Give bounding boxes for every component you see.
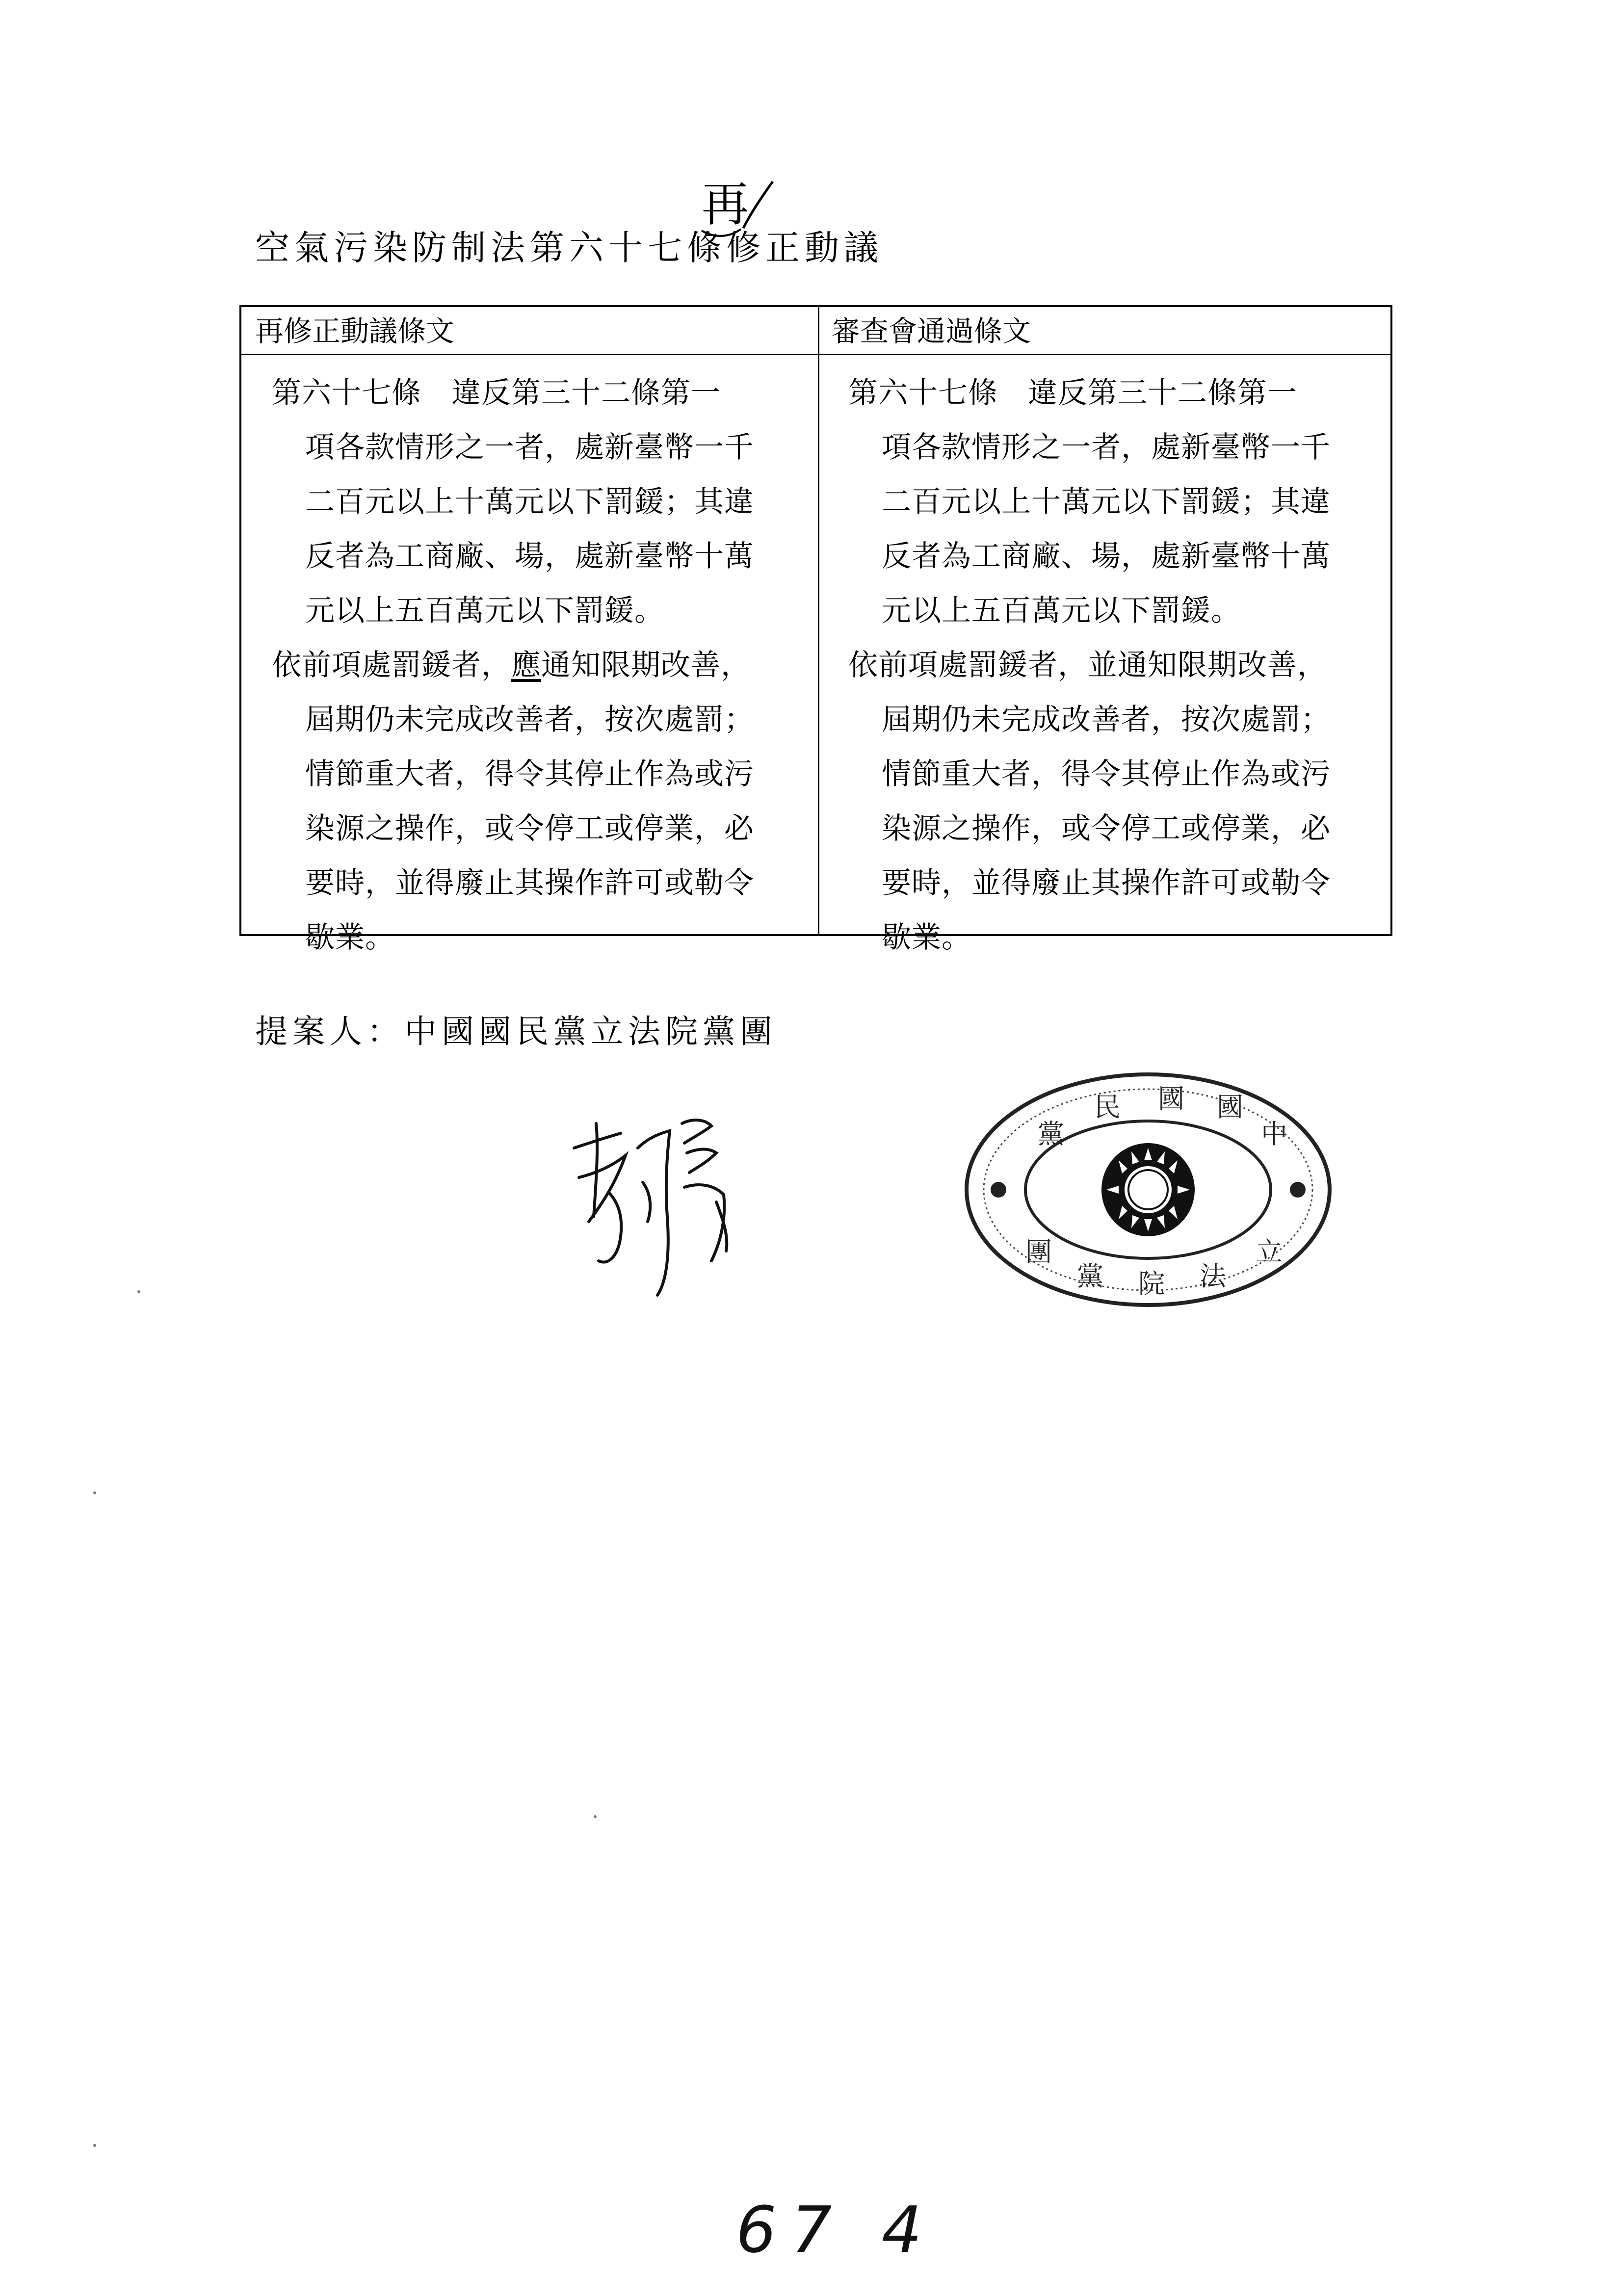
seal-lower-char-1: 團 bbox=[1025, 1236, 1052, 1267]
seal-lower-char-2: 黨 bbox=[1077, 1261, 1103, 1292]
header-right: 審查會通過條文 bbox=[832, 314, 1031, 348]
right-line: 第六十七條 違反第三十二條第一 bbox=[848, 376, 1297, 410]
scan-speck bbox=[93, 2144, 96, 2147]
left-line-text: 依前項處罰鍰者， bbox=[272, 648, 511, 682]
left-underlined-text: 應 bbox=[511, 648, 541, 682]
right-column-text bbox=[848, 366, 1403, 965]
left-line: 第六十七條 違反第三十二條第一 bbox=[272, 376, 721, 410]
party-emblem-icon bbox=[1101, 1143, 1195, 1236]
right-line: 項各款情形之一者，處新臺幣一千 bbox=[882, 430, 1331, 465]
seal-lower-char-4: 法 bbox=[1200, 1261, 1226, 1292]
right-line: 情節重大者，得令其停止作為或污 bbox=[882, 757, 1331, 791]
left-line: 元以上五百萬元以下罰鍰。 bbox=[305, 594, 664, 628]
seal-icon bbox=[962, 1070, 1335, 1310]
seal-upper-char-2: 民 bbox=[1094, 1092, 1121, 1122]
right-line: 二百元以上十萬元以下罰鍰；其違 bbox=[882, 485, 1331, 519]
header-left: 再修正動議條文 bbox=[255, 314, 455, 348]
scan-speck bbox=[93, 1491, 96, 1494]
right-line: 染源之操作，或令停工或停業，必 bbox=[882, 811, 1331, 846]
right-line: 屆期仍未完成改善者，按次處罰； bbox=[882, 703, 1331, 737]
table-header-row bbox=[241, 307, 1390, 355]
proposer-line: 提案人：中國國民黨立法院黨團 bbox=[255, 1013, 777, 1050]
seal-upper-char-3: 國 bbox=[1158, 1083, 1184, 1114]
right-line: 要時，並得廢止其操作許可或勒令 bbox=[882, 866, 1331, 900]
seal-upper-char-5: 中 bbox=[1261, 1119, 1287, 1149]
left-line: 項各款情形之一者，處新臺幣一千 bbox=[305, 430, 754, 465]
left-line-text: 通知限期改善， bbox=[541, 648, 751, 682]
handwritten-insert-text: 再 bbox=[702, 177, 749, 232]
seal-lower-char-5: 立 bbox=[1256, 1236, 1283, 1267]
amendment-table bbox=[239, 305, 1392, 955]
left-line: 情節重大者，得令其停止作為或污 bbox=[305, 757, 754, 791]
seal-upper-char-1: 黨 bbox=[1038, 1119, 1064, 1149]
scan-speck bbox=[137, 1290, 140, 1293]
seal-lower-char-3: 院 bbox=[1138, 1268, 1165, 1299]
official-seal bbox=[962, 1070, 1335, 1310]
left-line: 要時，並得廢止其操作許可或勒令 bbox=[305, 866, 754, 900]
left-line: 反者為工商廠、場，處新臺幣十萬 bbox=[305, 539, 754, 574]
right-line: 反者為工商廠、場，處新臺幣十萬 bbox=[882, 539, 1331, 574]
right-line: 元以上五百萬元以下罰鍰。 bbox=[882, 594, 1241, 628]
seal-upper-char-4: 國 bbox=[1217, 1092, 1243, 1122]
left-line bbox=[272, 638, 826, 693]
signature-icon bbox=[569, 1104, 795, 1330]
left-line: 屆期仍未完成改善者，按次處罰； bbox=[305, 703, 754, 737]
scan-speck bbox=[594, 1815, 597, 1818]
right-line: 依前項處罰鍰者，並通知限期改善， bbox=[848, 648, 1327, 682]
signature bbox=[569, 1104, 795, 1330]
left-line: 二百元以上十萬元以下罰鍰；其違 bbox=[305, 485, 754, 519]
right-line: 歇業。 bbox=[882, 920, 971, 955]
document-title: 空氣污染防制法第六十七條修正動議 bbox=[255, 228, 883, 268]
page-number: 67 4 bbox=[736, 2192, 937, 2267]
left-line: 染源之操作，或令停工或停業，必 bbox=[305, 811, 754, 846]
left-column-text bbox=[272, 366, 826, 965]
left-line: 歇業。 bbox=[305, 920, 395, 955]
